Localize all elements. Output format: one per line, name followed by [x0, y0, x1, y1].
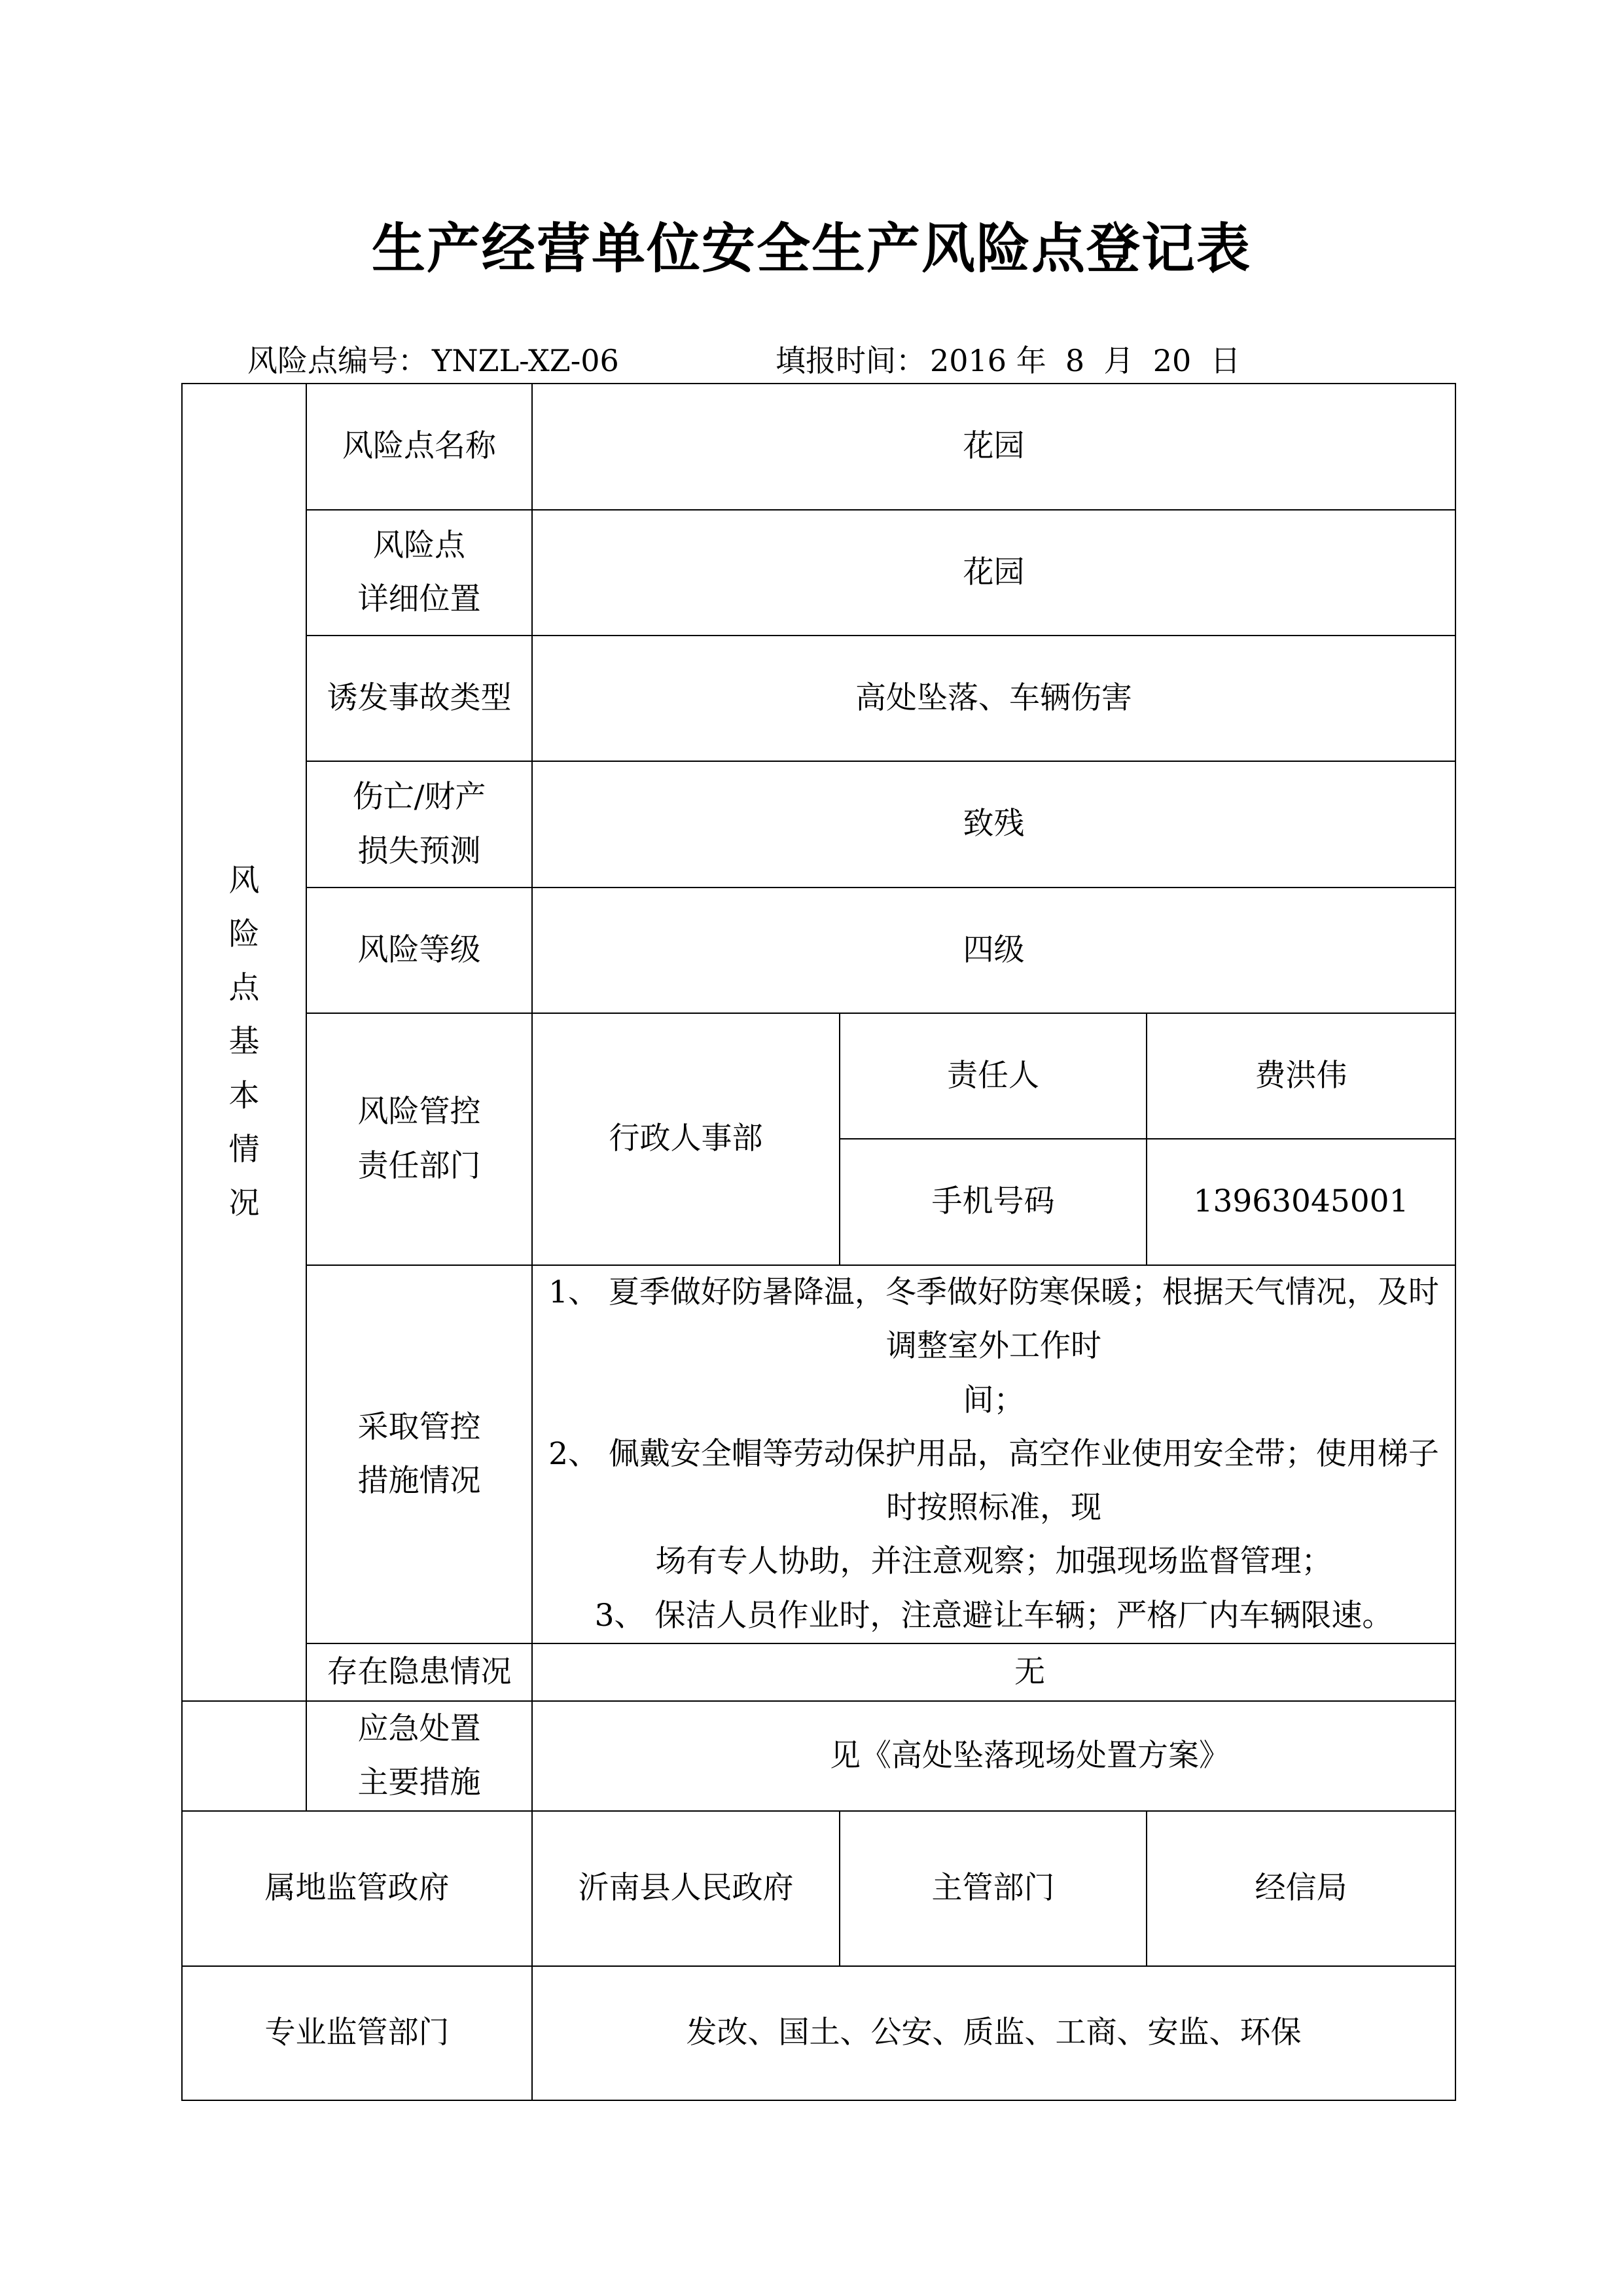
local-government-value: 沂南县人民政府: [532, 1811, 840, 1966]
measure-line: 3、 保洁人员作业时，注意避让车辆；严格厂内车辆限速。: [594, 1597, 1393, 1634]
responsible-dept-value: 行政人事部: [532, 1013, 840, 1265]
section-label-char: 风: [228, 862, 260, 899]
label-line: 责任部门: [357, 1147, 481, 1184]
risk-point-location-label: [306, 510, 532, 636]
section-label-char: 情: [228, 1131, 260, 1168]
risk-point-code-label: 风险点编号：: [247, 343, 428, 378]
row-special-regulators: [182, 1966, 1455, 2100]
risk-point-name-value: 花园: [532, 384, 1455, 510]
measure-line: 2、 佩戴安全帽等劳动保护用品，高空作业使用安全带；使用梯子时按照标准，现: [548, 1435, 1439, 1526]
label-line: 损失预测: [357, 833, 481, 869]
hazard-status-value: 无: [532, 1643, 1455, 1701]
label-line: 应急处置: [357, 1710, 481, 1747]
measure-line: 间；: [963, 1382, 1025, 1418]
row-control-measures: [182, 1265, 1455, 1643]
row-hazard-status: [182, 1643, 1455, 1701]
row-loss-prediction: [182, 761, 1455, 888]
phone-label: 手机号码: [840, 1139, 1147, 1265]
loss-prediction-label: [306, 761, 532, 888]
row-risk-point-location: [182, 510, 1455, 636]
emergency-measures-value: 见《高处坠落现场处置方案》: [532, 1701, 1455, 1811]
row-local-government: [182, 1811, 1455, 1966]
section-label-char: 基: [228, 1024, 260, 1060]
label-line: 伤亡/财产: [352, 779, 486, 816]
risk-level-label: 风险等级: [306, 888, 532, 1013]
special-regulators-label: 专业监管部门: [182, 1966, 532, 2100]
loss-prediction-value: 致残: [532, 761, 1455, 888]
control-measures-value: [532, 1265, 1455, 1643]
section-label-char: 况: [228, 1185, 260, 1221]
row-responsible-dept: [182, 1013, 1455, 1139]
section-label-basic-info: [182, 384, 306, 1701]
label-line: 采取管控: [357, 1408, 481, 1445]
special-regulators-value: 发改、国土、公安、质监、工商、安监、环保: [532, 1966, 1455, 2100]
measure-line: 场有专人协助，并注意观察；加强现场监督管理；: [655, 1543, 1332, 1580]
risk-level-value: 四级: [532, 888, 1455, 1013]
responsible-person-value: 费洪伟: [1147, 1013, 1455, 1139]
label-line: 主要措施: [357, 1764, 481, 1801]
row-risk-point-name: [182, 384, 1455, 510]
risk-point-name-label: 风险点名称: [306, 384, 532, 510]
responsible-dept-label: [306, 1013, 532, 1265]
control-measures-label: [306, 1265, 532, 1643]
section-label-char: 点: [228, 970, 260, 1006]
row-accident-type: [182, 636, 1455, 761]
section-label-char: 险: [228, 916, 260, 952]
accident-type-label: 诱发事故类型: [306, 636, 532, 761]
report-date-value: 2016 年 8 月 20 日: [930, 343, 1241, 378]
emergency-measures-label: [306, 1701, 532, 1811]
measure-line: 1、 夏季做好防暑降温，冬季做好防寒保暖；根据天气情况，及时调整室外工作时: [548, 1274, 1439, 1365]
competent-dept-value: 经信局: [1147, 1811, 1455, 1966]
risk-point-code-value: YNZL-XZ-06: [432, 343, 619, 378]
responsible-person-label: 责任人: [840, 1013, 1147, 1139]
phone-value: 13963045001: [1147, 1139, 1455, 1265]
label-line: 详细位置: [357, 581, 481, 617]
label-line: 风险点: [373, 527, 465, 564]
row-risk-level: [182, 888, 1455, 1013]
emergency-measures-spacer: [182, 1701, 306, 1811]
accident-type-value: 高处坠落、车辆伤害: [532, 636, 1455, 761]
registration-form-table: [181, 383, 1456, 2101]
local-government-label: 属地监管政府: [182, 1811, 532, 1966]
hazard-status-label: 存在隐患情况: [306, 1643, 532, 1701]
competent-dept-label: 主管部门: [840, 1811, 1147, 1966]
label-line: 措施情况: [357, 1462, 481, 1499]
row-emergency-measures: [182, 1701, 1455, 1811]
risk-point-code: [247, 337, 619, 380]
risk-point-location-value: 花园: [532, 510, 1455, 636]
report-date: [776, 337, 1240, 380]
page-title: 生产经营单位安全生产风险点登记表: [371, 217, 1251, 280]
label-line: 风险管控: [357, 1094, 481, 1130]
section-label-char: 本: [228, 1077, 260, 1114]
report-date-label: 填报时间：: [776, 343, 926, 378]
